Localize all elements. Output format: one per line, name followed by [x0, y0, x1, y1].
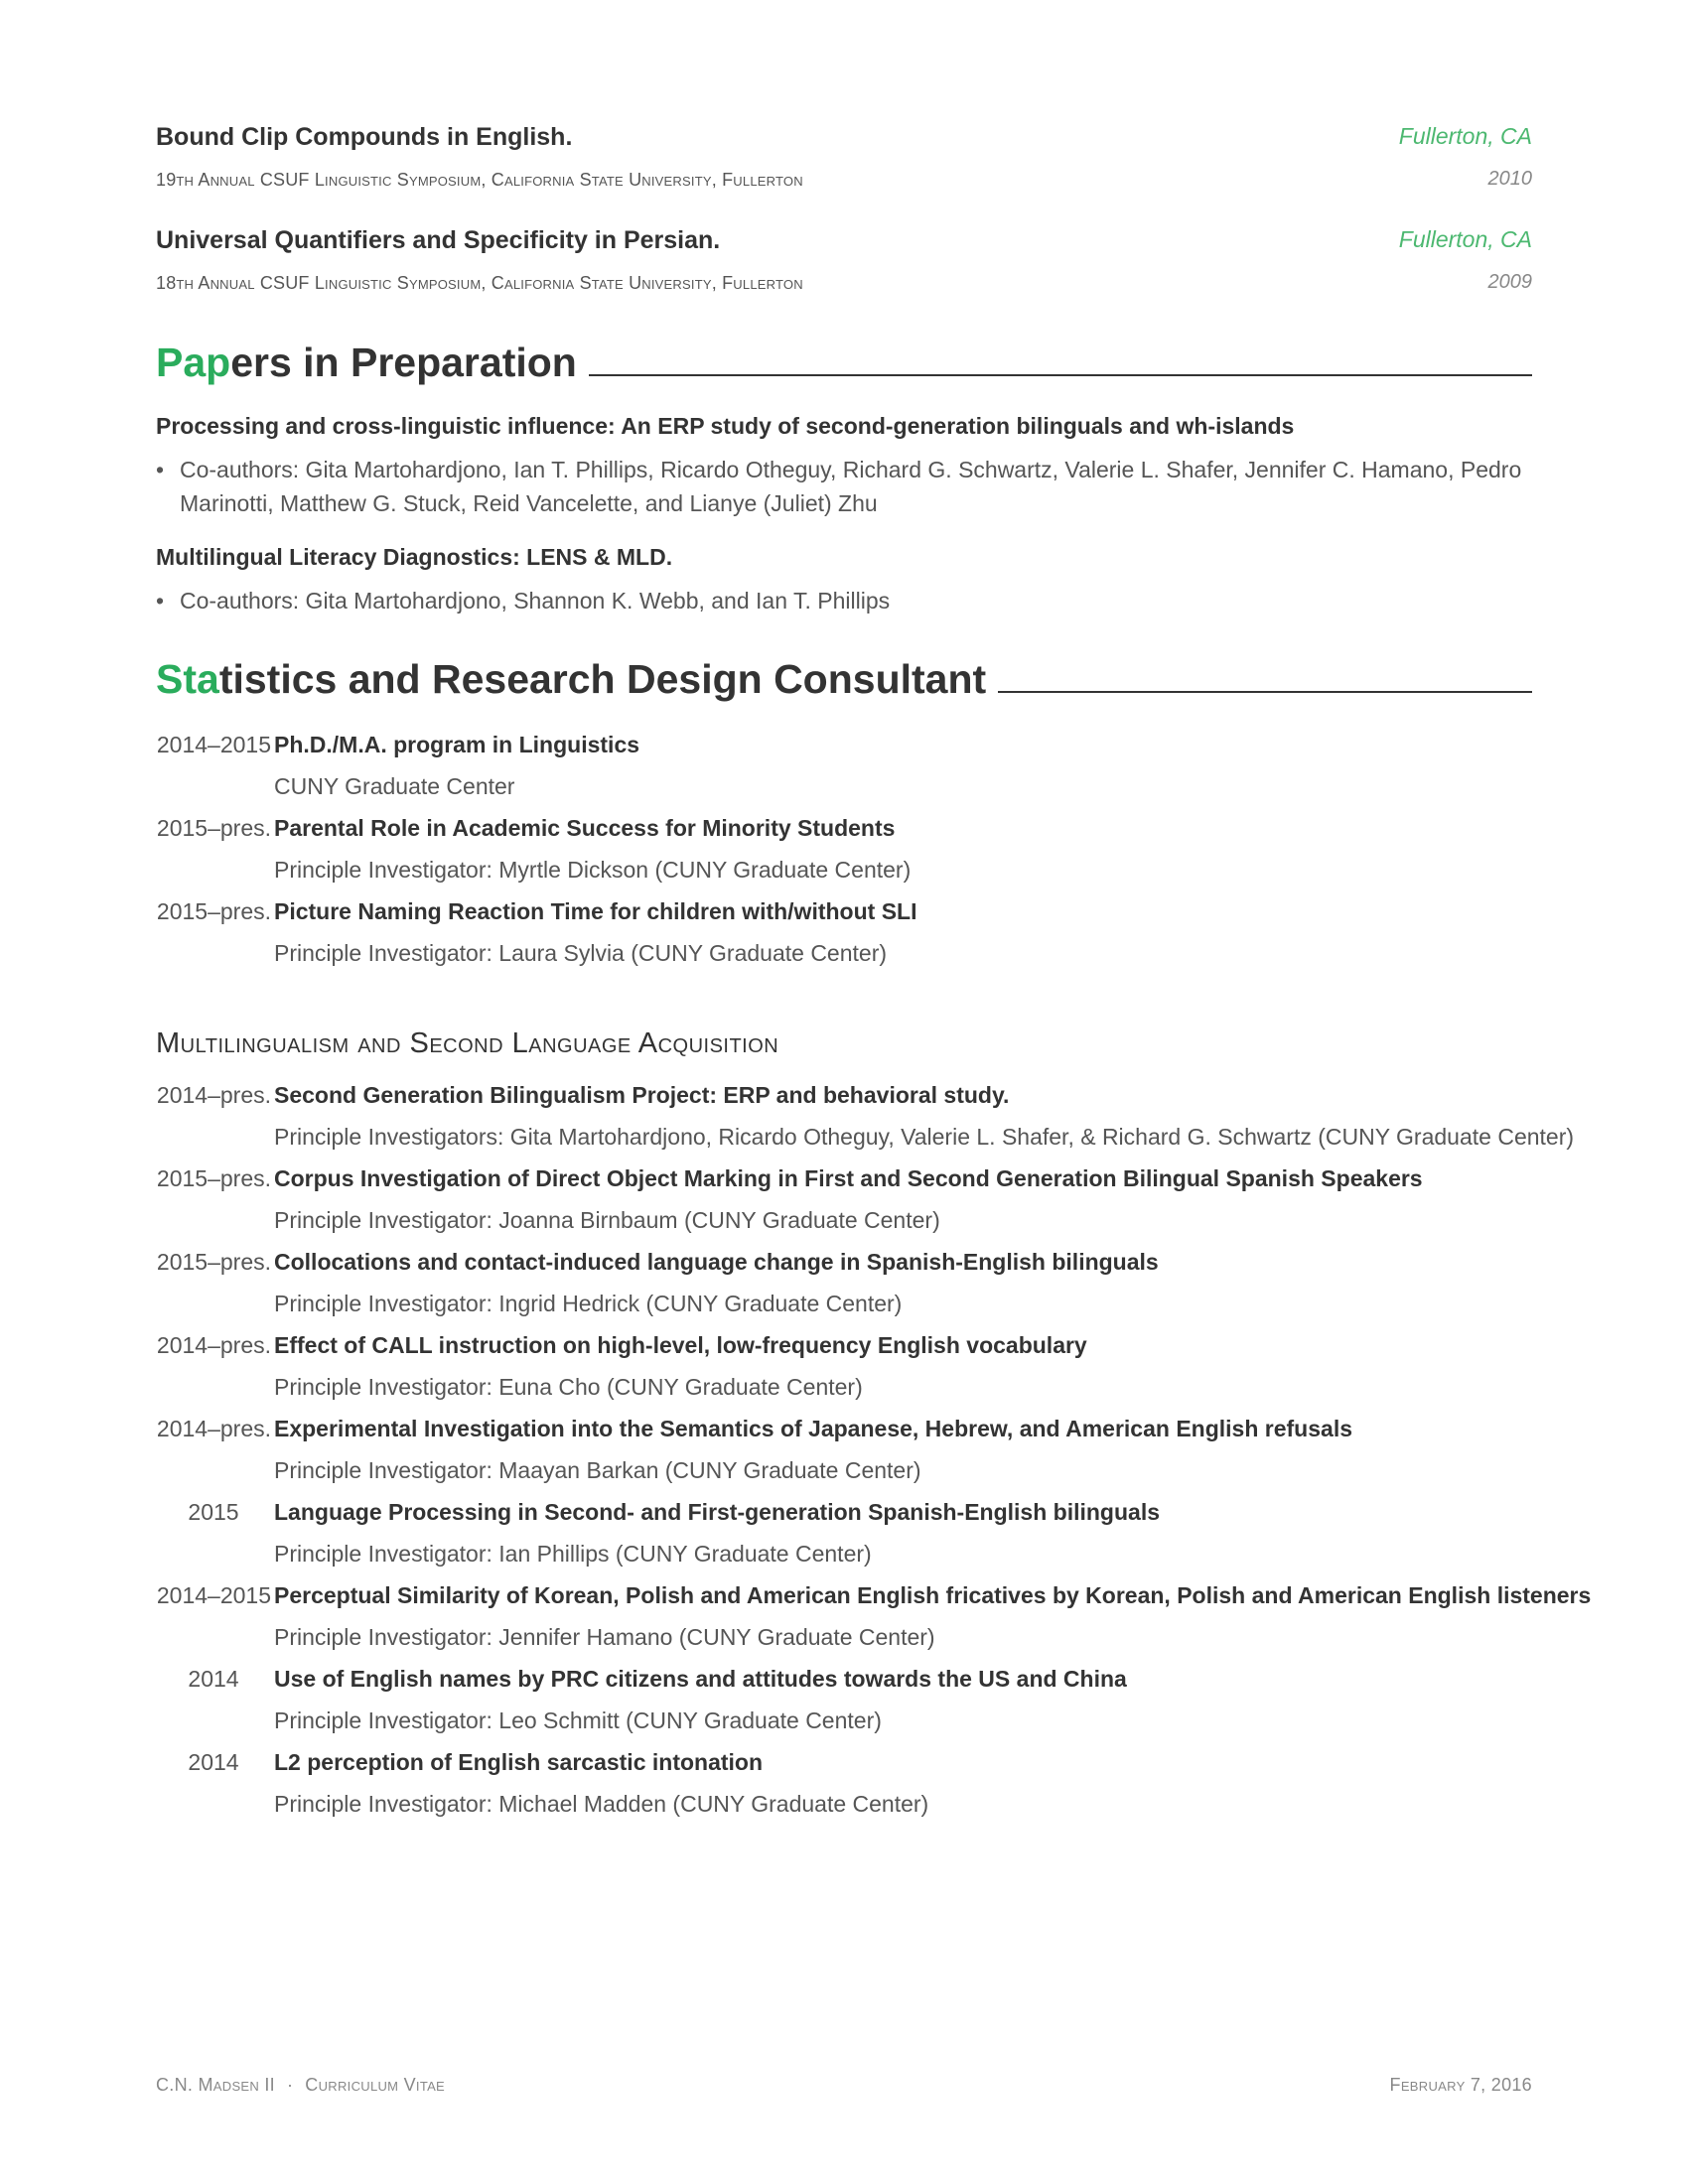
entry-title: Second Generation Bilingualism Project: ERP and behavioral study. — [274, 1082, 1010, 1108]
entry-date: 2015–pres. — [156, 1165, 271, 1191]
bullet: • — [156, 588, 165, 614]
paper-title: Multilingual Literacy Diagnostics: LENS & MLD. — [156, 544, 673, 570]
entry-subtitle: Principle Investigator: Leo Schmitt (CUNY Graduate Center) — [274, 1707, 882, 1733]
talk-location: Fullerton, CA — [1398, 123, 1532, 149]
entry-subtitle: Principle Investigator: Euna Cho (CUNY Graduate Center) — [274, 1374, 863, 1400]
entry-subtitle: Principle Investigator: Joanna Birnbaum (CUNY Graduate Center) — [274, 1207, 940, 1233]
entry-subtitle: Principle Investigator: Maayan Barkan (CUNY Graduate Center) — [274, 1457, 921, 1483]
entry-date: 2014 — [188, 1749, 239, 1775]
section-title-accent: Pap — [156, 340, 231, 385]
entry-title: Use of English names by PRC citizens and attitudes towards the US and China — [274, 1666, 1127, 1692]
talk-title: Universal Quantifiers and Specificity in Persian. — [156, 226, 721, 254]
paper-authors-text: Co-authors: Gita Martohardjono, Ian T. Phillips, Ricardo Otheguy, Richard G. Schwartz, Valerie L. Shafer, Jennifer C. Hamano, Pedro Marinotti, Matthew G. Stuck, Reid Vancelette, and Lianye (Juliet) Zhu — [180, 457, 1522, 516]
section-title-rest: tistics and Research Design Consultant — [218, 656, 987, 702]
entry-date: 2015–pres. — [156, 898, 271, 924]
entry-date: 2014–pres. — [156, 1082, 271, 1108]
entry-subtitle: Principle Investigator: Laura Sylvia (CUNY Graduate Center) — [274, 940, 888, 966]
entry-title: Picture Naming Reaction Time for children with/without SLI — [274, 898, 917, 924]
entry-subtitle: Principle Investigator: Jennifer Hamano (CUNY Graduate Center) — [274, 1624, 935, 1650]
footer-left — [156, 2075, 445, 2096]
entry-date: 2014 — [188, 1666, 239, 1692]
entry-title: Corpus Investigation of Direct Object Marking in First and Second Generation Bilingual Spanish Speakers — [274, 1165, 1423, 1191]
entry-title: Parental Role in Academic Success for Minority Students — [274, 815, 896, 841]
entry-subtitle: Principle Investigator: Ingrid Hedrick (CUNY Graduate Center) — [274, 1291, 903, 1316]
talk-title: Bound Clip Compounds in English. — [156, 123, 573, 151]
section-heading-consultant — [156, 656, 1532, 706]
talk-venue: 19th Annual CSUF Linguistic Symposium, California State University, Fullerton — [156, 170, 803, 190]
paper-title: Processing and cross-linguistic influence: An ERP study of second-generation bilinguals and wh-islands — [156, 413, 1295, 439]
section-rule — [589, 374, 1532, 376]
section-title-accent: Sta — [156, 656, 219, 702]
section-rule — [998, 691, 1532, 693]
footer-author: C.N. Madsen II — [156, 2075, 275, 2095]
talk-location: Fullerton, CA — [1398, 226, 1532, 252]
entry-title: Effect of CALL instruction on high-level, low-frequency English vocabulary — [274, 1332, 1087, 1358]
entry-title: Experimental Investigation into the Semantics of Japanese, Hebrew, and American English refusals — [274, 1416, 1352, 1441]
entry-subtitle: Principle Investigator: Michael Madden (CUNY Graduate Center) — [274, 1791, 929, 1817]
subsection-title: Multilingualism and Second Language Acquisition — [156, 1027, 779, 1059]
entry-subtitle: Principle Investigators: Gita Martohardjono, Ricardo Otheguy, Valerie L. Shafer, & Richard G. Schwartz (CUNY Graduate Center) — [274, 1124, 1575, 1150]
entry-title: Perceptual Similarity of Korean, Polish and American English fricatives by Korean, Polish and American English listeners — [274, 1582, 1592, 1608]
footer-date: February 7, 2016 — [1389, 2075, 1532, 2095]
bullet: • — [156, 457, 165, 482]
footer-separator: · — [287, 2075, 294, 2095]
entry-title: Collocations and contact-induced language change in Spanish-English bilinguals — [274, 1249, 1159, 1275]
entry-date: 2014–2015 — [156, 1582, 271, 1608]
entry-subtitle: Principle Investigator: Ian Phillips (CUNY Graduate Center) — [274, 1541, 872, 1567]
footer-doc-title: Curriculum Vitae — [305, 2075, 446, 2095]
section-title — [156, 656, 986, 703]
entry-title: L2 perception of English sarcastic intonation — [274, 1749, 764, 1775]
paper-authors — [156, 584, 1532, 617]
entry-subtitle: CUNY Graduate Center — [274, 773, 515, 799]
entry-date: 2015–pres. — [156, 815, 271, 841]
section-title-rest: ers in Preparation — [230, 340, 577, 385]
entry-title: Language Processing in Second- and First-generation Spanish-English bilinguals — [274, 1499, 1161, 1525]
talk-year: 2010 — [1487, 168, 1532, 190]
paper-authors — [156, 453, 1532, 520]
entry-date: 2014–pres. — [156, 1332, 271, 1358]
entry-date: 2015 — [188, 1499, 239, 1525]
entry-date: 2015–pres. — [156, 1249, 271, 1275]
paper-authors-text: Co-authors: Gita Martohardjono, Shannon K. Webb, and Ian T. Phillips — [180, 588, 891, 614]
entry-date: 2014–2015 — [156, 732, 271, 757]
talk-year: 2009 — [1487, 271, 1532, 293]
entry-subtitle: Principle Investigator: Myrtle Dickson (CUNY Graduate Center) — [274, 857, 912, 883]
talk-venue: 18th Annual CSUF Linguistic Symposium, California State University, Fullerton — [156, 273, 803, 293]
entry-title: Ph.D./M.A. program in Linguistics — [274, 732, 640, 757]
section-heading-papers — [156, 340, 1532, 389]
entry-date: 2014–pres. — [156, 1416, 271, 1441]
section-title — [156, 340, 577, 386]
